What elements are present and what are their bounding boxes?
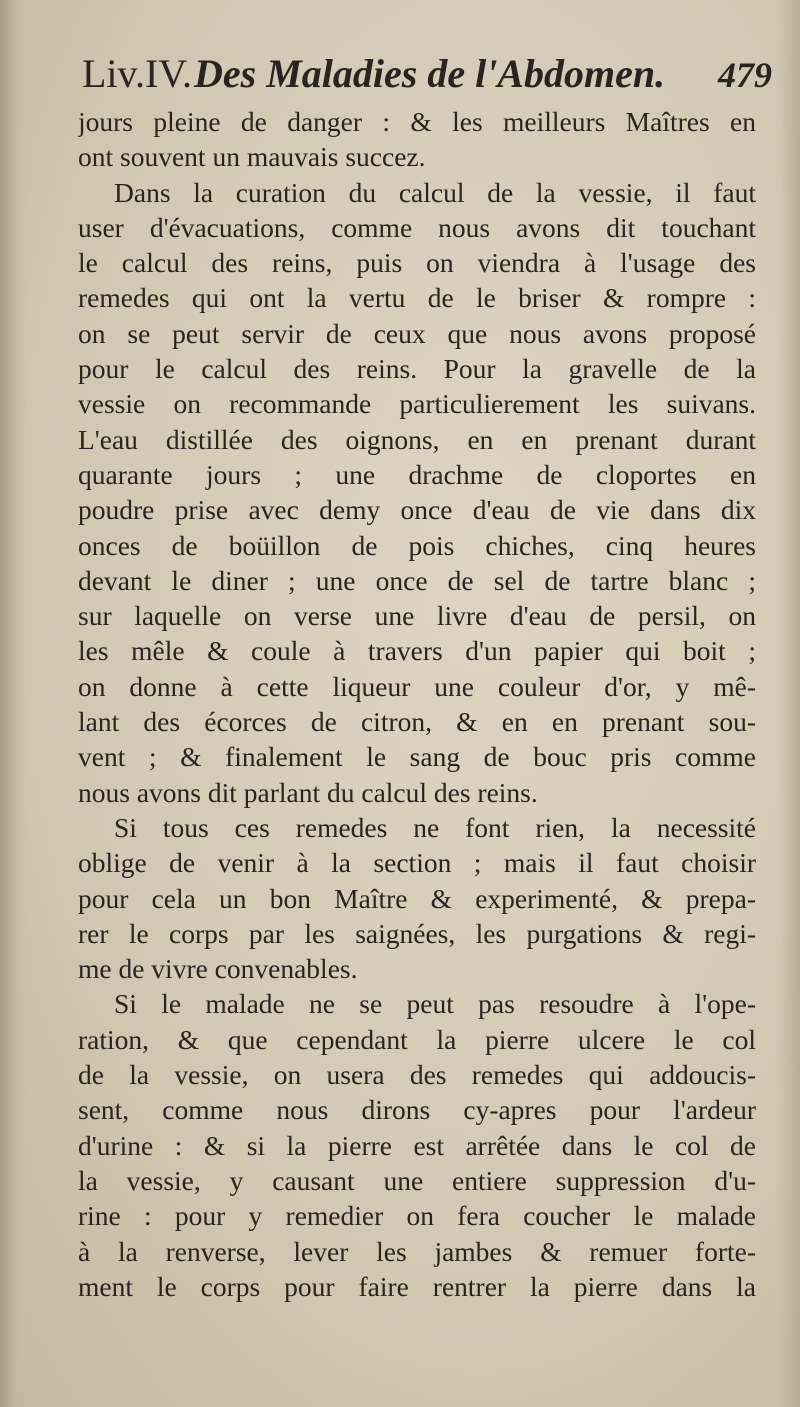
text-line: les mêle & coule à travers d'un papier qui boit ; — [78, 635, 756, 667]
text-line: onces de boüillon de pois chiches, cinq heures — [78, 529, 756, 561]
body-text — [78, 104, 756, 1304]
text-line: la vessie, y causant une entiere suppression d'u- — [78, 1164, 756, 1196]
text-line: L'eau distillée des oignons, en en prenant durant — [78, 423, 756, 455]
text-line: rine : pour y remedier on fera coucher le malade — [78, 1200, 756, 1232]
text-line: oblige de venir à la section ; mais il faut choisir — [78, 847, 756, 879]
text-line: pour cela un bon Maître & experimenté, & prepa- — [78, 882, 756, 914]
text-line: remedes qui ont la vertu de le briser & rompre : — [78, 282, 756, 314]
text-line: d'urine : & si la pierre est arrêtée dans le col de — [78, 1129, 756, 1161]
text-line: Si le malade ne se peut pas resoudre à l'ope- — [114, 988, 756, 1020]
text-line: user d'évacuations, comme nous avons dit touchant — [78, 211, 756, 243]
text-line: on se peut servir de ceux que nous avons proposé — [78, 317, 756, 349]
text-line: quarante jours ; une drachme de cloportes en — [78, 458, 756, 490]
text-line: ration, & que cependant la pierre ulcere le col — [78, 1023, 756, 1055]
text-line: Si tous ces remedes ne font rien, la necessité — [114, 811, 756, 843]
text-line: me de vivre convenables. — [78, 953, 358, 985]
page-number: 479 — [718, 55, 772, 95]
text-line: vent ; & finalement le sang de bouc pris comme — [78, 741, 756, 773]
text-line: poudre prise avec demy once d'eau de vie dans dix — [78, 494, 756, 526]
book-number: Liv.IV. — [82, 51, 192, 96]
text-line: jours pleine de danger : & les meilleurs Maîtres en — [78, 106, 756, 137]
text-line: ment le corps pour faire rentrer la pierre dans la — [78, 1270, 756, 1302]
text-line: on donne à cette liqueur une couleur d'or, y mê- — [78, 670, 756, 702]
text-line: rer le corps par les saignées, les purgations & regi- — [78, 917, 756, 949]
text-line: Dans la curation du calcul de la vessie, il faut — [114, 176, 756, 208]
text-line: sur laquelle on verse une livre d'eau de persil, on — [78, 600, 756, 632]
text-line: lant des écorces de citron, & en en prenant sou- — [78, 706, 756, 738]
text-line: vessie on recommande particulierement les suivans. — [78, 388, 756, 420]
text-line: ont souvent un mauvais succez. — [78, 141, 426, 173]
text-line: pour le calcul des reins. Pour la gravelle de la — [78, 353, 756, 385]
running-header — [82, 44, 772, 104]
chapter-title: Des Maladies de l'Abdomen. — [194, 51, 666, 96]
text-line: nous avons dit parlant du calcul des reins. — [78, 776, 538, 808]
text-line: le calcul des reins, puis on viendra à l'usage des — [78, 247, 756, 279]
text-line: sent, comme nous dirons cy-apres pour l'ardeur — [78, 1094, 756, 1126]
text-line: à la renverse, lever les jambes & remuer forte- — [78, 1235, 756, 1267]
text-line: devant le diner ; une once de sel de tartre blanc ; — [78, 564, 756, 596]
text-line: de la vessie, on usera des remedes qui addoucis- — [78, 1059, 756, 1091]
